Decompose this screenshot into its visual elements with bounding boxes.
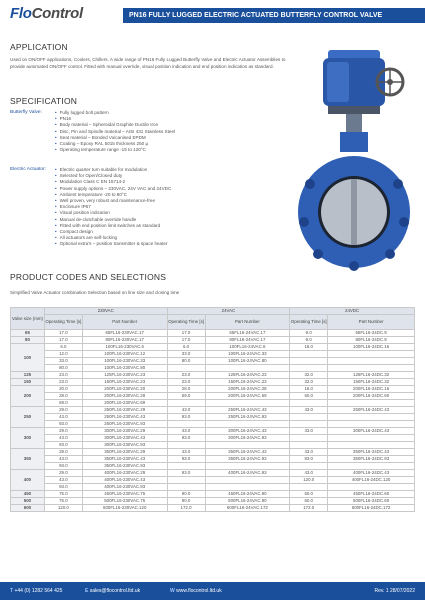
operating-time-cell: 9.0: [290, 330, 328, 337]
part-number-cell: [205, 365, 290, 372]
part-number-cell: 400FL16-24DC.43: [328, 470, 415, 477]
operating-time-cell: 75.0: [44, 491, 82, 498]
footer-website[interactable]: W www.flocontrol.ltd.uk: [170, 588, 222, 594]
part-number-cell: 350FL16-24DC.43: [328, 449, 415, 456]
operating-time-cell: 28.0: [44, 393, 82, 400]
part-number-cell: 200FL16-230VAC.69: [82, 400, 167, 407]
valve-size-cell: 600: [11, 505, 45, 512]
part-number-cell: 500FL16-230VAC.75: [82, 498, 167, 505]
spec-item: • Compact design: [55, 229, 295, 235]
operating-time-cell: [290, 435, 328, 442]
operating-time-cell: 6.0: [44, 344, 82, 351]
actuator-spec-list: [55, 167, 295, 248]
time-header: Operating Time [s]: [167, 315, 205, 330]
part-number-cell: 125FL16-230VAC.23: [82, 372, 167, 379]
table-row: [11, 351, 415, 358]
application-text: Used on ON/OFF applications, Coolers, Chillers. A wide range of PN16 Fully Lugged Butterfly Valve and Electric Actuator Assemblies to provide automated ON/OFF control. Fitted with manual override, visual position indication and end position indication as standard.: [10, 57, 286, 69]
table-row: [11, 435, 415, 442]
table-row: [11, 484, 415, 491]
operating-time-cell: 43.0: [167, 407, 205, 414]
part-number-cell: [205, 477, 290, 484]
electric-actuator-label: Electric Actuator:: [10, 167, 46, 172]
operating-time-cell: 120.0: [290, 477, 328, 484]
table-row: [11, 463, 415, 470]
table-row: [11, 386, 415, 393]
operating-time-cell: 93.0: [167, 435, 205, 442]
table-row: [11, 498, 415, 505]
operating-time-cell: 29.0: [44, 428, 82, 435]
valve-size-cell: 150: [11, 379, 45, 386]
part-number-cell: 350FL16-24DC.93: [328, 456, 415, 463]
operating-time-cell: [167, 442, 205, 449]
part-number-cell: [328, 421, 415, 428]
valve-size-header: Valve size (mm): [11, 308, 45, 330]
table-row: [11, 330, 415, 337]
part-number-cell: [205, 442, 290, 449]
products-heading: PRODUCT CODES AND SELECTIONS: [10, 272, 167, 282]
part-number-cell: [328, 351, 415, 358]
part-number-cell: [328, 414, 415, 421]
part-header: Part Number: [205, 315, 290, 330]
operating-time-cell: 43.0: [290, 428, 328, 435]
part-number-cell: 80FL16-230VAC.17: [82, 337, 167, 344]
spec-item: • Coating – Epoxy RAL 5015 thickness 250 µ: [55, 141, 295, 147]
butterfly-valve-label: Butterfly Valve:: [10, 110, 42, 115]
part-number-cell: 100FL16-24DC.16: [328, 344, 415, 351]
spec-item: • Power supply options – 230VAC, 24V VAC and 24VDC: [55, 186, 295, 192]
operating-time-cell: 17.0: [44, 337, 82, 344]
table-row: [11, 491, 415, 498]
spec-item: • Modulation Class C EN 15714-2: [55, 179, 295, 185]
part-number-cell: [328, 358, 415, 365]
part-number-cell: 250FL16-230VAC.43: [82, 414, 167, 421]
table-row: [11, 421, 415, 428]
part-number-cell: 65FL16-230VAC.17: [82, 330, 167, 337]
operating-time-cell: [290, 351, 328, 358]
table-row: [11, 393, 415, 400]
table-row: [11, 456, 415, 463]
part-number-cell: 250FL16-24VAC.43: [205, 407, 290, 414]
operating-time-cell: 23.0: [167, 372, 205, 379]
part-number-cell: 150FL16-24DC.32: [328, 379, 415, 386]
part-number-cell: 125FL16-24VAC.23: [205, 372, 290, 379]
part-number-cell: 450FL16-24DC.60: [328, 491, 415, 498]
time-header: Operating Time [s]: [44, 315, 82, 330]
part-number-cell: 100FL16-230VAC.33: [82, 358, 167, 365]
part-number-cell: [328, 365, 415, 372]
operating-time-cell: [167, 421, 205, 428]
document-title: PN16 FULLY LUGGED ELECTRIC ACTUATED BUTTERFLY CONTROL VALVE: [123, 8, 425, 23]
spec-item: • Disc, Pin and Spindle material – AISI 431 Stainless Steel: [55, 129, 295, 135]
operating-time-cell: 172.0: [290, 505, 328, 512]
part-number-cell: [205, 421, 290, 428]
part-number-cell: 200FL16-24DC.16: [328, 386, 415, 393]
operating-time-cell: 23.0: [44, 379, 82, 386]
part-number-cell: 300FL16-24DC.43: [328, 428, 415, 435]
footer-revision: Rev. 1 28/07/2022: [374, 588, 415, 594]
part-number-cell: [205, 400, 290, 407]
part-number-cell: 400FL16-24DC.120: [328, 477, 415, 484]
operating-time-cell: 43.0: [44, 456, 82, 463]
spec-item: • Visual position indication: [55, 210, 295, 216]
valve-size-cell: 65: [11, 330, 45, 337]
operating-time-cell: 80.0: [167, 358, 205, 365]
operating-time-cell: 90.0: [167, 498, 205, 505]
operating-time-cell: 33.0: [167, 351, 205, 358]
operating-time-cell: 172.0: [167, 505, 205, 512]
operating-time-cell: 43.0: [290, 449, 328, 456]
operating-time-cell: 43.0: [167, 428, 205, 435]
part-number-cell: 300FL16-230VAC.93: [82, 442, 167, 449]
valve-spec-list: [55, 110, 295, 153]
table-row: [11, 358, 415, 365]
spec-item: • Optional extra's – position transmitter & space heater: [55, 241, 295, 247]
part-number-cell: 350FL16-230VAC.93: [82, 463, 167, 470]
operating-time-cell: 43.0: [44, 435, 82, 442]
table-row: [11, 379, 415, 386]
spec-item: • Fully lugged bolt pattern: [55, 110, 295, 116]
operating-time-cell: [290, 365, 328, 372]
part-number-cell: 250FL16-24VAC.93: [205, 414, 290, 421]
part-number-cell: [328, 463, 415, 470]
table-row: [11, 337, 415, 344]
operating-time-cell: 90.0: [167, 491, 205, 498]
operating-time-cell: 33.0: [44, 358, 82, 365]
operating-time-cell: 23.0: [44, 372, 82, 379]
valve-size-cell: 200: [11, 386, 45, 407]
part-number-cell: 65FL16-24VAC.17: [205, 330, 290, 337]
operating-time-cell: 60.0: [290, 393, 328, 400]
valve-size-cell: 400: [11, 470, 45, 491]
operating-time-cell: 6.0: [167, 344, 205, 351]
part-header: Part Number: [82, 315, 167, 330]
operating-time-cell: 16.0: [290, 386, 328, 393]
operating-time-cell: [290, 414, 328, 421]
part-number-cell: 65FL16-24DC.9: [328, 330, 415, 337]
operating-time-cell: 93.0: [44, 484, 82, 491]
part-number-cell: 150FL16-24VAC.23: [205, 379, 290, 386]
part-number-cell: 300FL16-24VAC.43: [205, 428, 290, 435]
spec-item: • Operating temperature range -15 to 120°C: [55, 147, 295, 153]
table-row: [11, 372, 415, 379]
valve-size-cell: 450: [11, 491, 45, 498]
group-header-24vdc: 24VDC: [290, 308, 415, 315]
group-header-24vac: 24VAC: [167, 308, 290, 315]
table-row: [11, 365, 415, 372]
operating-time-cell: 93.0: [44, 421, 82, 428]
part-header: Part Number: [328, 315, 415, 330]
operating-time-cell: [290, 358, 328, 365]
operating-time-cell: 29.0: [44, 470, 82, 477]
operating-time-cell: [290, 400, 328, 407]
spec-item: • Manual de-clutchable override handle: [55, 217, 295, 223]
product-codes-table: [10, 307, 415, 512]
part-number-cell: [328, 400, 415, 407]
part-number-cell: 350FL16-24VAC.93: [205, 456, 290, 463]
operating-time-cell: 93.0: [44, 463, 82, 470]
footer-phone: T +44 (0) 1282 564 425: [10, 588, 63, 594]
operating-time-cell: 29.0: [44, 407, 82, 414]
part-number-cell: 300FL16-24VAC.93: [205, 435, 290, 442]
table-row: [11, 414, 415, 421]
part-number-cell: 500FL16-24VAC.90: [205, 498, 290, 505]
footer-email[interactable]: E sales@flocontrol.ltd.uk: [85, 588, 141, 594]
part-number-cell: 300FL16-230VAC.43: [82, 435, 167, 442]
part-number-cell: 400FL16-230VAC.29: [82, 470, 167, 477]
products-subtitle: Simplified Valve Actuator combination Selection based on line size and closing time: [10, 290, 180, 295]
operating-time-cell: [290, 421, 328, 428]
operating-time-cell: 93.0: [167, 470, 205, 477]
table-row: [11, 477, 415, 484]
part-number-cell: 100FL16-230VAC.12: [82, 351, 167, 358]
operating-time-cell: 75.0: [44, 498, 82, 505]
part-number-cell: 100FL16-24VAC.6: [205, 344, 290, 351]
operating-time-cell: 43.0: [167, 449, 205, 456]
valve-size-cell: 500: [11, 498, 45, 505]
part-number-cell: [328, 435, 415, 442]
part-number-cell: 200FL16-230VAC.28: [82, 393, 167, 400]
part-number-cell: 350FL16-230VAC.43: [82, 456, 167, 463]
operating-time-cell: 93.0: [167, 414, 205, 421]
part-number-cell: [205, 484, 290, 491]
operating-time-cell: 43.0: [290, 407, 328, 414]
part-number-cell: 600FL16-24DC.172: [328, 505, 415, 512]
operating-time-cell: 28.0: [167, 386, 205, 393]
operating-time-cell: 16.0: [290, 344, 328, 351]
operating-time-cell: 93.0: [44, 442, 82, 449]
valve-actuator-photo: [298, 44, 410, 282]
part-number-cell: 250FL16-230VAC.29: [82, 407, 167, 414]
operating-time-cell: 9.0: [290, 337, 328, 344]
part-number-cell: [205, 463, 290, 470]
operating-time-cell: 43.0: [44, 414, 82, 421]
part-number-cell: 150FL16-230VAC.23: [82, 379, 167, 386]
part-number-cell: 400FL16-24VAC.93: [205, 470, 290, 477]
spec-item: • Well proven, very robust and maintenance-free: [55, 198, 295, 204]
valve-size-cell: 125: [11, 372, 45, 379]
table-row: [11, 400, 415, 407]
group-header-230vac: 230VAC: [44, 308, 167, 315]
operating-time-cell: 12.0: [44, 351, 82, 358]
part-number-cell: 400FL16-230VAC.93: [82, 484, 167, 491]
table-row: [11, 344, 415, 351]
part-number-cell: 100FL16-230VAC.6: [82, 344, 167, 351]
operating-time-cell: 17.0: [167, 337, 205, 344]
part-number-cell: 200FL16-24DC.60: [328, 393, 415, 400]
table-row: [11, 470, 415, 477]
valve-size-cell: 300: [11, 428, 45, 449]
operating-time-cell: [167, 477, 205, 484]
operating-time-cell: 93.0: [290, 456, 328, 463]
part-number-cell: 250FL16-230VAC.93: [82, 421, 167, 428]
part-number-cell: 100FL16-230VAC.80: [82, 365, 167, 372]
specification-heading: SPECIFICATION: [10, 96, 78, 106]
operating-time-cell: [290, 442, 328, 449]
part-number-cell: 450FL16-230VAC.75: [82, 491, 167, 498]
spec-item: • Ambient temperature -20 to 80°C: [55, 192, 295, 198]
table-row: [11, 505, 415, 512]
spec-item: • Electric quarter turn suitable for modulation: [55, 167, 295, 173]
part-number-cell: 125FL16-24DC.32: [328, 372, 415, 379]
operating-time-cell: 17.0: [44, 330, 82, 337]
part-number-cell: 600FL16-24VAC.172: [205, 505, 290, 512]
operating-time-cell: 20.0: [44, 386, 82, 393]
application-heading: APPLICATION: [10, 42, 68, 52]
spec-item: • PN16: [55, 116, 295, 122]
operating-time-cell: 43.0: [44, 477, 82, 484]
part-number-cell: 350FL16-230VAC.29: [82, 449, 167, 456]
operating-time-cell: [167, 463, 205, 470]
table-row: [11, 407, 415, 414]
operating-time-cell: 29.0: [44, 449, 82, 456]
part-number-cell: [328, 484, 415, 491]
valve-size-cell: 250: [11, 407, 45, 428]
part-number-cell: 100FL16-24VAC.80: [205, 358, 290, 365]
operating-time-cell: 23.0: [167, 379, 205, 386]
part-number-cell: 200FL16-230VAC.20: [82, 386, 167, 393]
operating-time-cell: 93.0: [167, 456, 205, 463]
operating-time-cell: 32.0: [290, 372, 328, 379]
part-number-cell: 80FL16-24VAC.17: [205, 337, 290, 344]
operating-time-cell: [290, 484, 328, 491]
part-number-cell: 400FL16-230VAC.43: [82, 477, 167, 484]
spec-item: • Seat material – Bonded Vulcanised EPDM: [55, 135, 295, 141]
part-number-cell: [328, 442, 415, 449]
part-number-cell: 300FL16-230VAC.29: [82, 428, 167, 435]
part-number-cell: 200FL16-24VAC.69: [205, 393, 290, 400]
part-number-cell: 600FL16-230VAC.120: [82, 505, 167, 512]
operating-time-cell: [167, 400, 205, 407]
part-number-cell: 250FL16-24DC.43: [328, 407, 415, 414]
spec-item: • Body material – Spheroidal Graphite Ductile Iron: [55, 122, 295, 128]
part-number-cell: 80FL16-24DC.9: [328, 337, 415, 344]
operating-time-cell: 69.0: [167, 393, 205, 400]
time-header: Operating Time [s]: [290, 315, 328, 330]
spec-item: • Fitted with end position limit switches as standard: [55, 223, 295, 229]
operating-time-cell: 32.0: [290, 379, 328, 386]
operating-time-cell: 60.0: [290, 491, 328, 498]
operating-time-cell: [167, 365, 205, 372]
operating-time-cell: 17.0: [167, 330, 205, 337]
part-number-cell: 350FL16-24VAC.43: [205, 449, 290, 456]
valve-size-cell: 100: [11, 344, 45, 372]
part-number-cell: 500FL16-24DC.60: [328, 498, 415, 505]
part-number-cell: 200FL16-24VAC.28: [205, 386, 290, 393]
operating-time-cell: 80.0: [44, 365, 82, 372]
header: [0, 0, 425, 30]
operating-time-cell: 43.0: [290, 470, 328, 477]
operating-time-cell: 60.0: [290, 498, 328, 505]
spec-item: • All actuators are self-locking: [55, 235, 295, 241]
part-number-cell: 450FL16-24VAC.90: [205, 491, 290, 498]
table-row: [11, 449, 415, 456]
part-number-cell: 100FL16-24VAC.33: [205, 351, 290, 358]
table-row: [11, 428, 415, 435]
spec-item: • Enclosure IP67: [55, 204, 295, 210]
valve-size-cell: 350: [11, 449, 45, 470]
flocontrol-logo: FloControl: [10, 5, 83, 22]
operating-time-cell: [167, 484, 205, 491]
table-row: [11, 442, 415, 449]
footer: [0, 582, 425, 600]
spec-item: • Selected for Open/Closed duty: [55, 173, 295, 179]
operating-time-cell: [290, 463, 328, 470]
valve-size-cell: 80: [11, 337, 45, 344]
operating-time-cell: 120.0: [44, 505, 82, 512]
operating-time-cell: 69.0: [44, 400, 82, 407]
